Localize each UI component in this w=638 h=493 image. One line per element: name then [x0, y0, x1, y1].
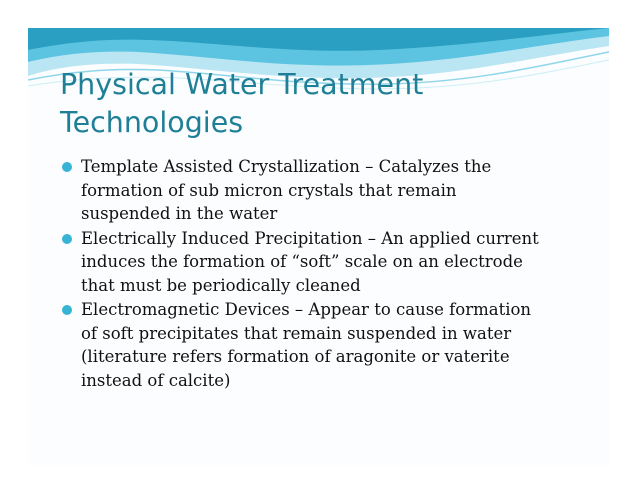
bullet-text-line: formation of sub micron crystals that remain [81, 180, 457, 200]
bullet-marker-icon [62, 305, 72, 315]
bullet-text-line: instead of calcite) [81, 370, 231, 390]
bullet-text-line: induces the formation of “soft” scale on an electrode [81, 252, 523, 271]
bullet-text-line: Electromagnetic Devices – Appear to cause formation [81, 300, 532, 319]
slide [28, 28, 609, 465]
bullet-text-line: of soft precipitates that remain suspended in water [81, 323, 512, 343]
slide-title-line-2: Technologies [60, 106, 244, 139]
bullet-item-electromagnetic-devices [60, 298, 580, 392]
bullet-text-line: Template Assisted Crystallization – Catalyzes the [81, 157, 492, 176]
bullet-marker-icon [62, 234, 72, 244]
slide-title-line-1: Physical Water Treatment [60, 68, 424, 101]
bullet-list [60, 155, 580, 393]
bullet-text-line: that must be periodically cleaned [81, 275, 361, 295]
bullet-item-electrically-induced-precipitation [60, 227, 580, 298]
bullet-text-line: suspended in the water [81, 204, 278, 223]
bullet-text-line: Electrically Induced Precipitation – An applied current [81, 228, 539, 248]
bullet-item-template-assisted-crystallization [60, 155, 580, 226]
bullet-text-line: (literature refers formation of aragonite or vaterite [81, 347, 510, 366]
bullet-marker-icon [62, 162, 72, 172]
slide-title [60, 66, 580, 142]
